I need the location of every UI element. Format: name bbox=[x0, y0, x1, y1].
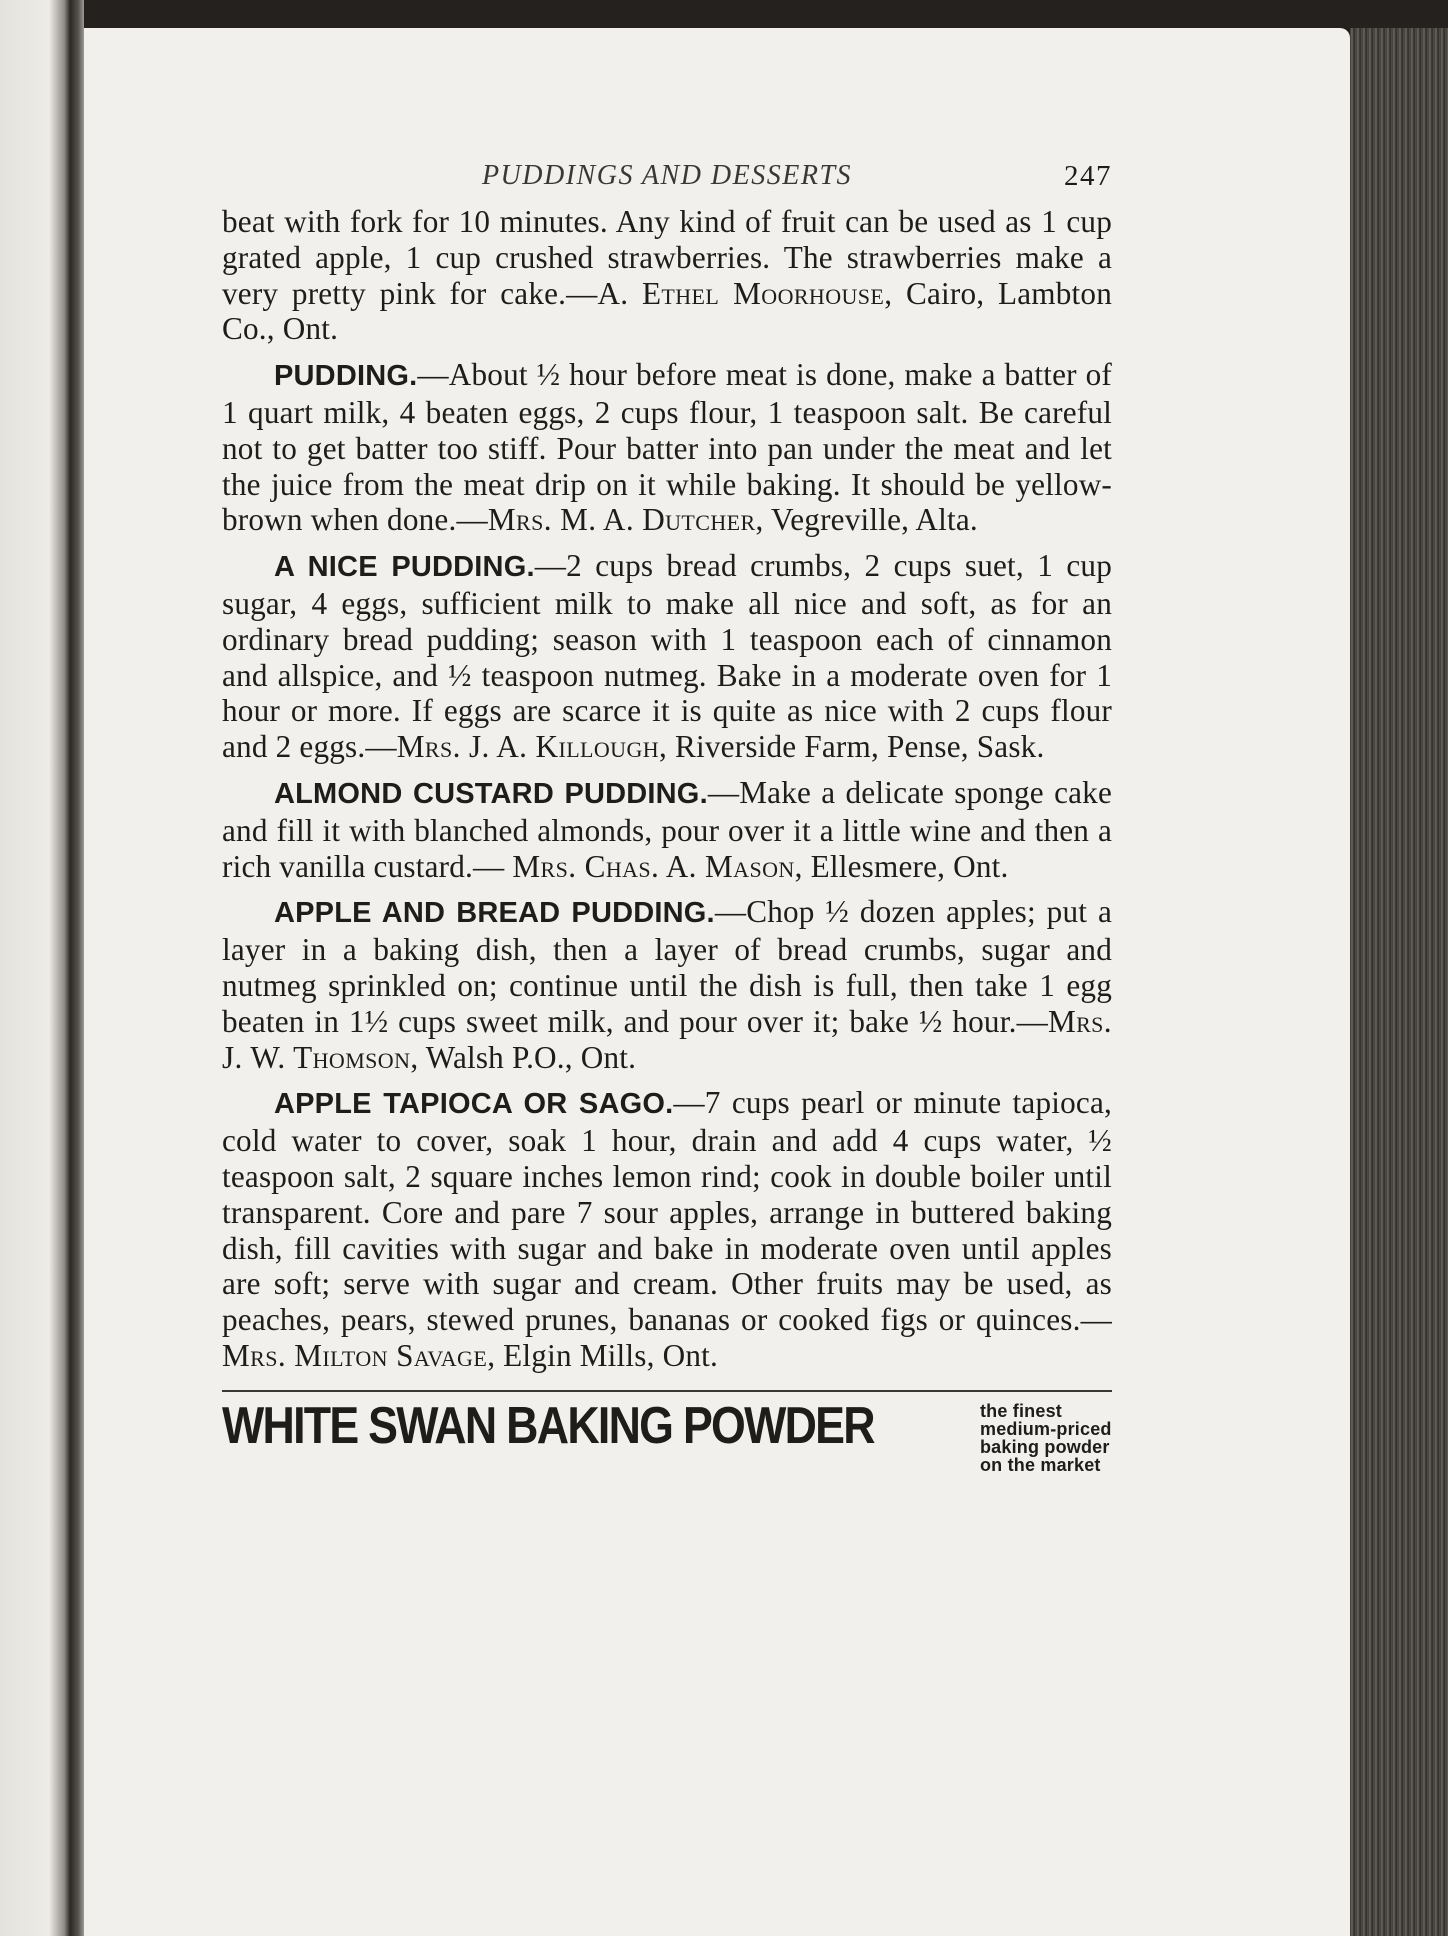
recipe-title: PUDDING. bbox=[274, 360, 418, 393]
page-number: 247 bbox=[1064, 160, 1112, 192]
book-gutter bbox=[70, 0, 84, 1936]
advertisement-rule bbox=[222, 1390, 1112, 1392]
running-head-title: PUDDINGS AND DESSERTS bbox=[481, 160, 853, 191]
background-strip bbox=[84, 0, 1448, 28]
advertisement-product: WHITE SWAN BAKING POWDER bbox=[222, 1396, 874, 1455]
recipe-almond-custard-pudding bbox=[222, 775, 1112, 884]
running-head bbox=[222, 160, 1112, 204]
facing-page-edge bbox=[0, 0, 70, 1936]
recipe-author: Mrs. Milton Savage bbox=[222, 1337, 488, 1373]
advertisement-tagline: the finest medium-priced baking powder on the market bbox=[979, 1400, 1112, 1475]
recipe-title: APPLE TAPIOCA OR SAGO. bbox=[274, 1088, 674, 1121]
advertisement-banner bbox=[222, 1396, 1112, 1475]
recipe-author: Ethel Moorhouse bbox=[641, 275, 885, 311]
recipe-a-nice-pudding bbox=[222, 548, 1112, 765]
page-text bbox=[222, 160, 1112, 1474]
recipe-title: APPLE AND BREAD PUDDING. bbox=[274, 897, 715, 930]
page-block-edges bbox=[1350, 28, 1448, 1936]
recipe-location: , Vegreville, Alta. bbox=[755, 502, 978, 538]
recipe-author: Mrs. J. W. Thomson bbox=[222, 1003, 1112, 1075]
recipe-body: —About ½ hour before meat is done, make a batter of 1 quart milk, 4 beaten eggs, 2 cups flour, 1 teaspoon salt. Be careful not to get batter too stiff. Pour batter into pan under the meat and let the juice from the meat drip on it while baking. It should be yellow-brown when done.— bbox=[222, 357, 1112, 538]
recipe-body: —Chop ½ dozen apples; put a layer in a baking dish, then a layer of bread crumbs, sugar and nutmeg sprinkled on; continue until the dish is full, then take 1 egg beaten in 1½ cups sweet milk, and pour over it; bake ½ hour.— bbox=[222, 894, 1113, 1039]
recipe-body: —2 cups bread crumbs, 2 cups suet, 1 cup sugar, 4 eggs, sufficient milk to make all nice and soft, as for an ordinary bread pudding; season with 1 teaspoon each of cinnamon and allspice, and ½ teaspoon nutmeg. Bake in a moderate oven for 1 hour or more. If eggs are scarce it is quite as nice with 2 cups flour and 2 eggs.— bbox=[222, 548, 1112, 765]
recipe-location: , Ellesmere, Ont. bbox=[794, 848, 1009, 884]
recipe-body: —7 cups pearl or minute tapioca, cold water to cover, soak 1 hour, drain and add 4 cups water, ½ teaspoon salt, 2 square inches lemon rind; cook in double boiler until transparent. Core and pare 7 sour apples, arrange in buttered baking dish, fill cavities with sugar and bake in moderate oven until apples are soft; serve with sugar and cream. Other fruits may be used, as peaches, pears, stewed prunes, bananas or cooked figs or quinces.— bbox=[222, 1085, 1112, 1338]
recipe-body: —Make a delicate sponge cake and fill it with blanched almonds, pour over it a little wine and then a rich vanilla custard.— bbox=[222, 774, 1112, 884]
recipe-pudding bbox=[222, 357, 1112, 538]
recipe-body: beat with fork for 10 minutes. Any kind of fruit can be used as 1 cup grated apple, 1 cup crushed strawberries. The strawberries make a very pretty pink for cake.—A. bbox=[222, 204, 1112, 311]
recipe-author: Mrs. Chas. A. Mason bbox=[512, 848, 795, 884]
recipe-continuation bbox=[222, 204, 1112, 347]
recipe-author: Mrs. J. A. Killough bbox=[396, 729, 660, 765]
recipe-location: , Riverside Farm, Pense, Sask. bbox=[659, 729, 1045, 765]
recipe-apple-tapioca-or-sago bbox=[222, 1085, 1112, 1373]
recipe-author: Mrs. M. A. Dutcher bbox=[487, 502, 756, 538]
recipe-location: , Cairo, Lambton Co., Ont. bbox=[222, 275, 1112, 347]
recipe-title: ALMOND CUSTARD PUDDING. bbox=[274, 777, 708, 810]
recipe-apple-and-bread-pudding bbox=[222, 894, 1112, 1075]
recipe-title: A NICE PUDDING. bbox=[274, 551, 535, 584]
recipe-location: , Elgin Mills, Ont. bbox=[487, 1337, 718, 1373]
recipe-location: , Walsh P.O., Ont. bbox=[410, 1039, 637, 1075]
